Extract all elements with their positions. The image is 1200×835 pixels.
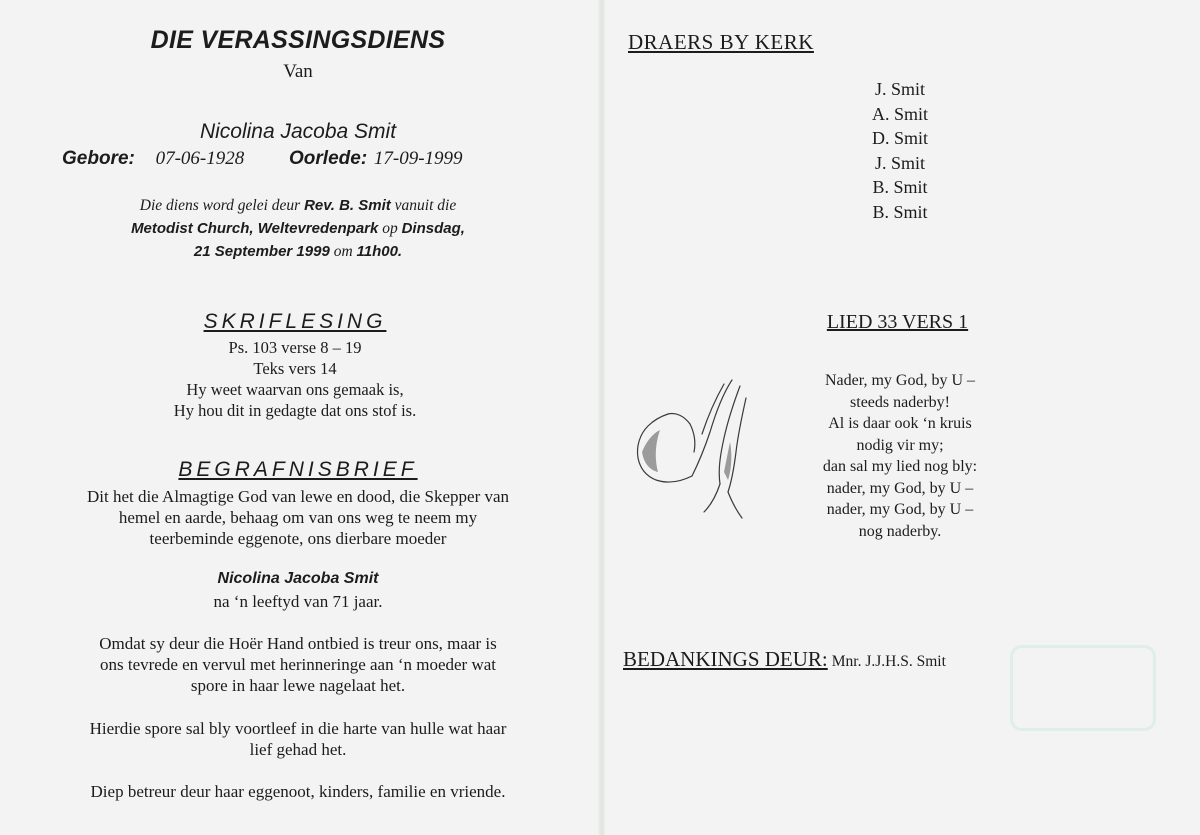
service-time: 11h00. (356, 243, 403, 260)
letter-age: na ‘n leeftyd van 71 jaar. (213, 592, 383, 611)
scripture-line: Hy hou dit in gedagte dat ons stof is. (173, 401, 417, 420)
intro-text: om (329, 243, 357, 260)
thanks-label: BEDANKINGS DEUR: (623, 647, 828, 671)
letter-line: Omdat sy deur die Hoër Hand ontbied is treur ons, maar is (99, 634, 497, 653)
scripture-heading: SKRIFLESING (203, 310, 387, 333)
service-date: 21 September 1999 (193, 243, 330, 260)
bearer-name: J. Smit (874, 79, 926, 99)
letter-line: teerbeminde eggenote, ons dierbare moeder (149, 529, 447, 548)
hymn-line: nog naderby. (858, 522, 942, 540)
letter-line: hemel en aarde, behaag om van ons weg te neem my (118, 508, 478, 527)
letter-line: lief gehad het. (249, 740, 347, 759)
died-date: 17-09-1999 (373, 148, 463, 169)
bearers-heading: DRAERS BY KERK (628, 30, 814, 54)
bearers-list (840, 77, 960, 224)
bearer-name: B. Smit (872, 177, 928, 197)
van-label: Van (283, 61, 313, 82)
church-name: Metodist Church, Weltevredenpark (131, 220, 379, 237)
bearer-name: D. Smit (871, 128, 928, 148)
bearer-name: A. Smit (871, 103, 928, 124)
scripture-line: Ps. 103 verse 8 – 19 (228, 338, 362, 357)
intro-text: vanuit die (390, 197, 457, 214)
letter-line: spore in haar lewe nagelaat het. (190, 676, 406, 695)
funeral-letter-heading: BEGRAFNISBRIEF (178, 458, 418, 481)
letter-line: Hierdie spore sal bly voortleef in die harte van hulle wat haar (89, 719, 507, 738)
born-label: Gebore: (62, 148, 135, 169)
service-intro (70, 194, 526, 263)
letter-closing: Diep betreur deur haar eggenoot, kinders, familie en vriende. (90, 782, 506, 801)
service-title: DIE VERASSINGSDIENS (150, 26, 446, 54)
letter-paragraph (22, 633, 574, 696)
intro-text: op (378, 220, 402, 237)
letter-deceased-name: Nicolina Jacoba Smit (217, 570, 379, 587)
hymn-line: Al is daar ook ‘n kruis (828, 415, 972, 432)
thanks-name: Mnr. J.J.H.S. Smit (831, 653, 946, 670)
bearer-name: B. Smit (872, 201, 928, 222)
page-fold (598, 0, 606, 835)
minister-name: Rev. B. Smit (304, 197, 391, 214)
died-label: Oorlede: (289, 148, 368, 169)
life-dates (62, 148, 463, 170)
hymn-line: nader, my God, by U – (826, 479, 974, 497)
hymn-line: nodig vir my; (856, 436, 944, 454)
scripture-line: Hy weet waarvan ons gemaak is, (186, 380, 404, 399)
watermark-logo (1010, 645, 1156, 731)
service-day: Dinsdag, (401, 220, 465, 237)
intro-text: Die diens word gelei deur (139, 197, 305, 214)
hymn-line: dan sal my lied nog bly: (822, 458, 978, 475)
letter-line: ons tevrede en vervul met herinneringe aan ‘n moeder wat (99, 655, 497, 674)
thanks-line (623, 647, 946, 672)
scripture-line: Teks vers 14 (253, 359, 337, 378)
hymn-heading: LIED 33 VERS 1 (826, 311, 969, 333)
hymn-line: steeds naderby! (850, 393, 950, 411)
hymn-line: nader, my God, by U – (826, 501, 974, 518)
hymn-line: Nader, my God, by U – (825, 372, 975, 389)
deceased-name: Nicolina Jacoba Smit (199, 120, 397, 143)
praying-hands-icon (632, 372, 758, 522)
bearer-name: J. Smit (874, 152, 926, 173)
letter-paragraph (22, 718, 574, 760)
letter-paragraph (22, 486, 574, 549)
born-date: 07-06-1928 (155, 148, 245, 169)
scripture-text (60, 337, 530, 421)
letter-line: Dit het die Almagtige God van lewe en dood, die Skepper van (86, 487, 510, 506)
hymn-verse (760, 370, 1040, 542)
